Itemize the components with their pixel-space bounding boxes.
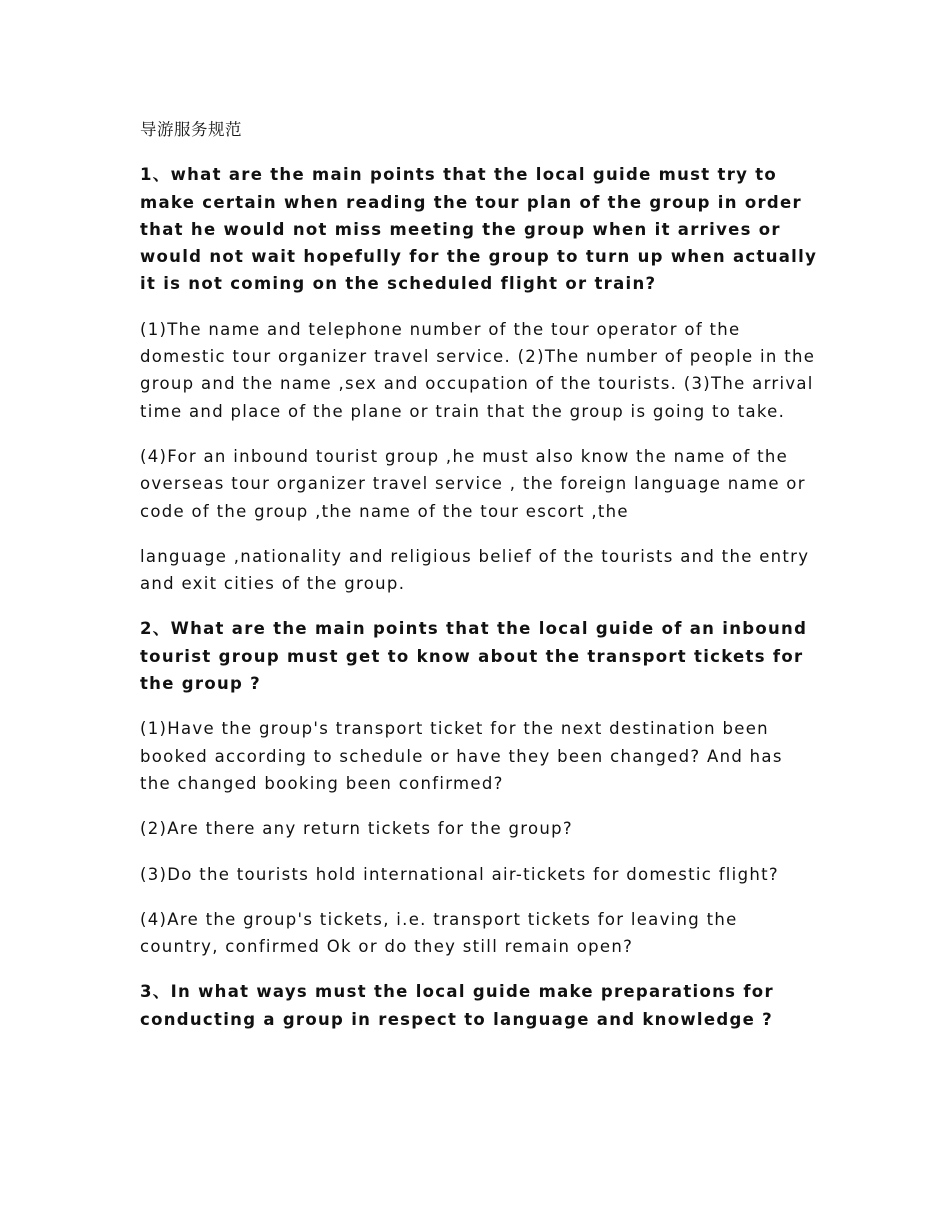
question-2: 2、What are the main points that the local guide of an inbound tourist group must get to know about the transport tickets for the group ? <box>140 619 808 694</box>
answer-2-item-4: (4)Are the group's tickets, i.e. transport tickets for leaving the country, confirmed Ok or do they still remain open? <box>140 909 738 957</box>
document-page <box>140 116 820 1051</box>
question-1: 1、what are the main points that the local guide must try to make certain when reading the tour plan of the group in order that he would not miss meeting the group when it arrives or would not wait hopefully for the group to turn up when actually it is not coming on the scheduled flight or train? <box>140 165 818 294</box>
answer-1-part-1: (1)The name and telephone number of the tour operator of the domestic tour organizer travel service. (2)The number of people in the group and the name ,sex and occupation of the tourists. (3)The arrival time and place of the plane or train that the group is going to take. <box>140 319 816 421</box>
document-title: 导游服务规范 <box>140 120 242 139</box>
answer-2-item-3: (3)Do the tourists hold international air-tickets for domestic flight? <box>140 864 779 884</box>
answer-1-part-3: language ,nationality and religious belief of the tourists and the entry and exit cities of the group. <box>140 546 810 594</box>
answer-2-item-2: (2)Are there any return tickets for the group? <box>140 819 573 839</box>
question-3: 3、In what ways must the local guide make preparations for conducting a group in respect to language and knowledge ? <box>140 982 774 1029</box>
answer-1-part-2: (4)For an inbound tourist group ,he must also know the name of the overseas tour organizer travel service , the foreign language name or code of the group ,the name of the tour escort ,the <box>140 446 806 521</box>
answer-2-item-1: (1)Have the group's transport ticket for the next destination been booked according to schedule or have they been changed? And has the changed booking been confirmed? <box>140 719 783 793</box>
